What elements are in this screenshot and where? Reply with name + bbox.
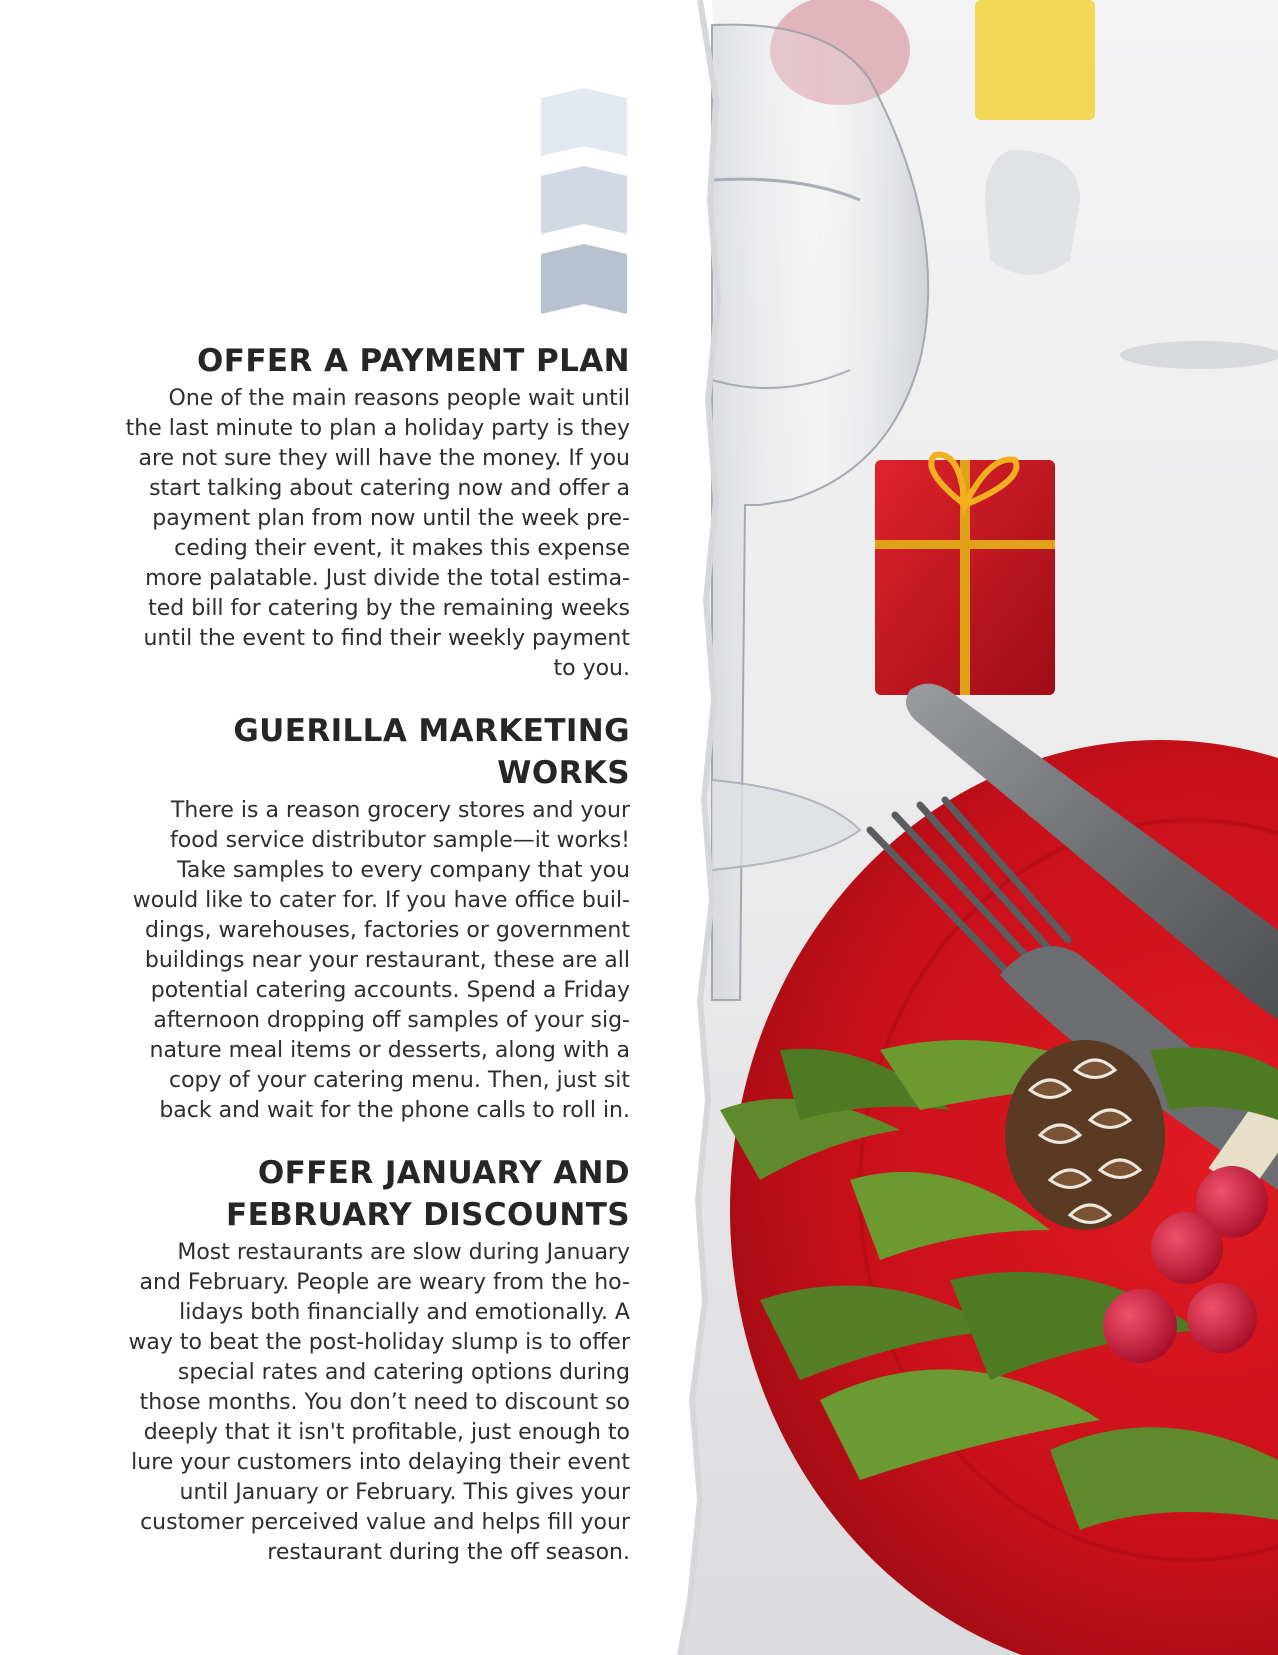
section-january-february-discounts [58, 1152, 630, 1568]
section-heading: OFFER A PAYMENT PLAN [197, 343, 630, 379]
chevron-icon [541, 166, 627, 234]
article-text-column [58, 340, 630, 1594]
section-guerilla-marketing [58, 710, 630, 1126]
section-body: One of the main reasons people wait until the last minute to plan a holiday party is they are not sure they will have the money. If you start talking about catering now and offer a payment plan from now until the week pre- ceding their event, it makes this expense more palatable. Just divide the total estima- ted bill for catering by the remaining weeks until the event to find their weekly payment to you. [125, 386, 630, 681]
section-body: Most restaurants are slow during January and February. People are weary from the ho- lidays both financially and emotionally. A way to beat the post-holiday slump is to offer special rates and catering options during those months. You don’t need to discount so deeply that it isn't profitable, just enough to lure your customers into delaying their event until January or February. This gives your customer perceived value and helps fill your restaurant during the off season. [128, 1240, 630, 1565]
section-body: There is a reason grocery stores and your food service distributor sample—it works! Take samples to every company that you would like to cater for. If you have office buil- dings, warehouses, factories or government buildings near your restaurant, these are all potential catering accounts. Spend a Friday afternoon dropping off samples of your sig- nature meal items or desserts, along with a copy of your catering menu. Then, just sit back and wait for the phone calls to roll in. [132, 798, 630, 1123]
gold-candle-blur [975, 0, 1095, 120]
chevron-icon [541, 244, 627, 314]
section-payment-plan [58, 340, 630, 684]
pine-cone [1005, 1040, 1165, 1230]
background-glass-blur [985, 150, 1080, 275]
section-heading: GUERILLA MARKETING WORKS [233, 713, 630, 791]
chevron-icon [541, 88, 627, 156]
red-gift-box [875, 455, 1055, 695]
chevron-decoration [541, 88, 627, 318]
section-heading: OFFER JANUARY AND FEBRUARY DISCOUNTS [226, 1155, 630, 1233]
